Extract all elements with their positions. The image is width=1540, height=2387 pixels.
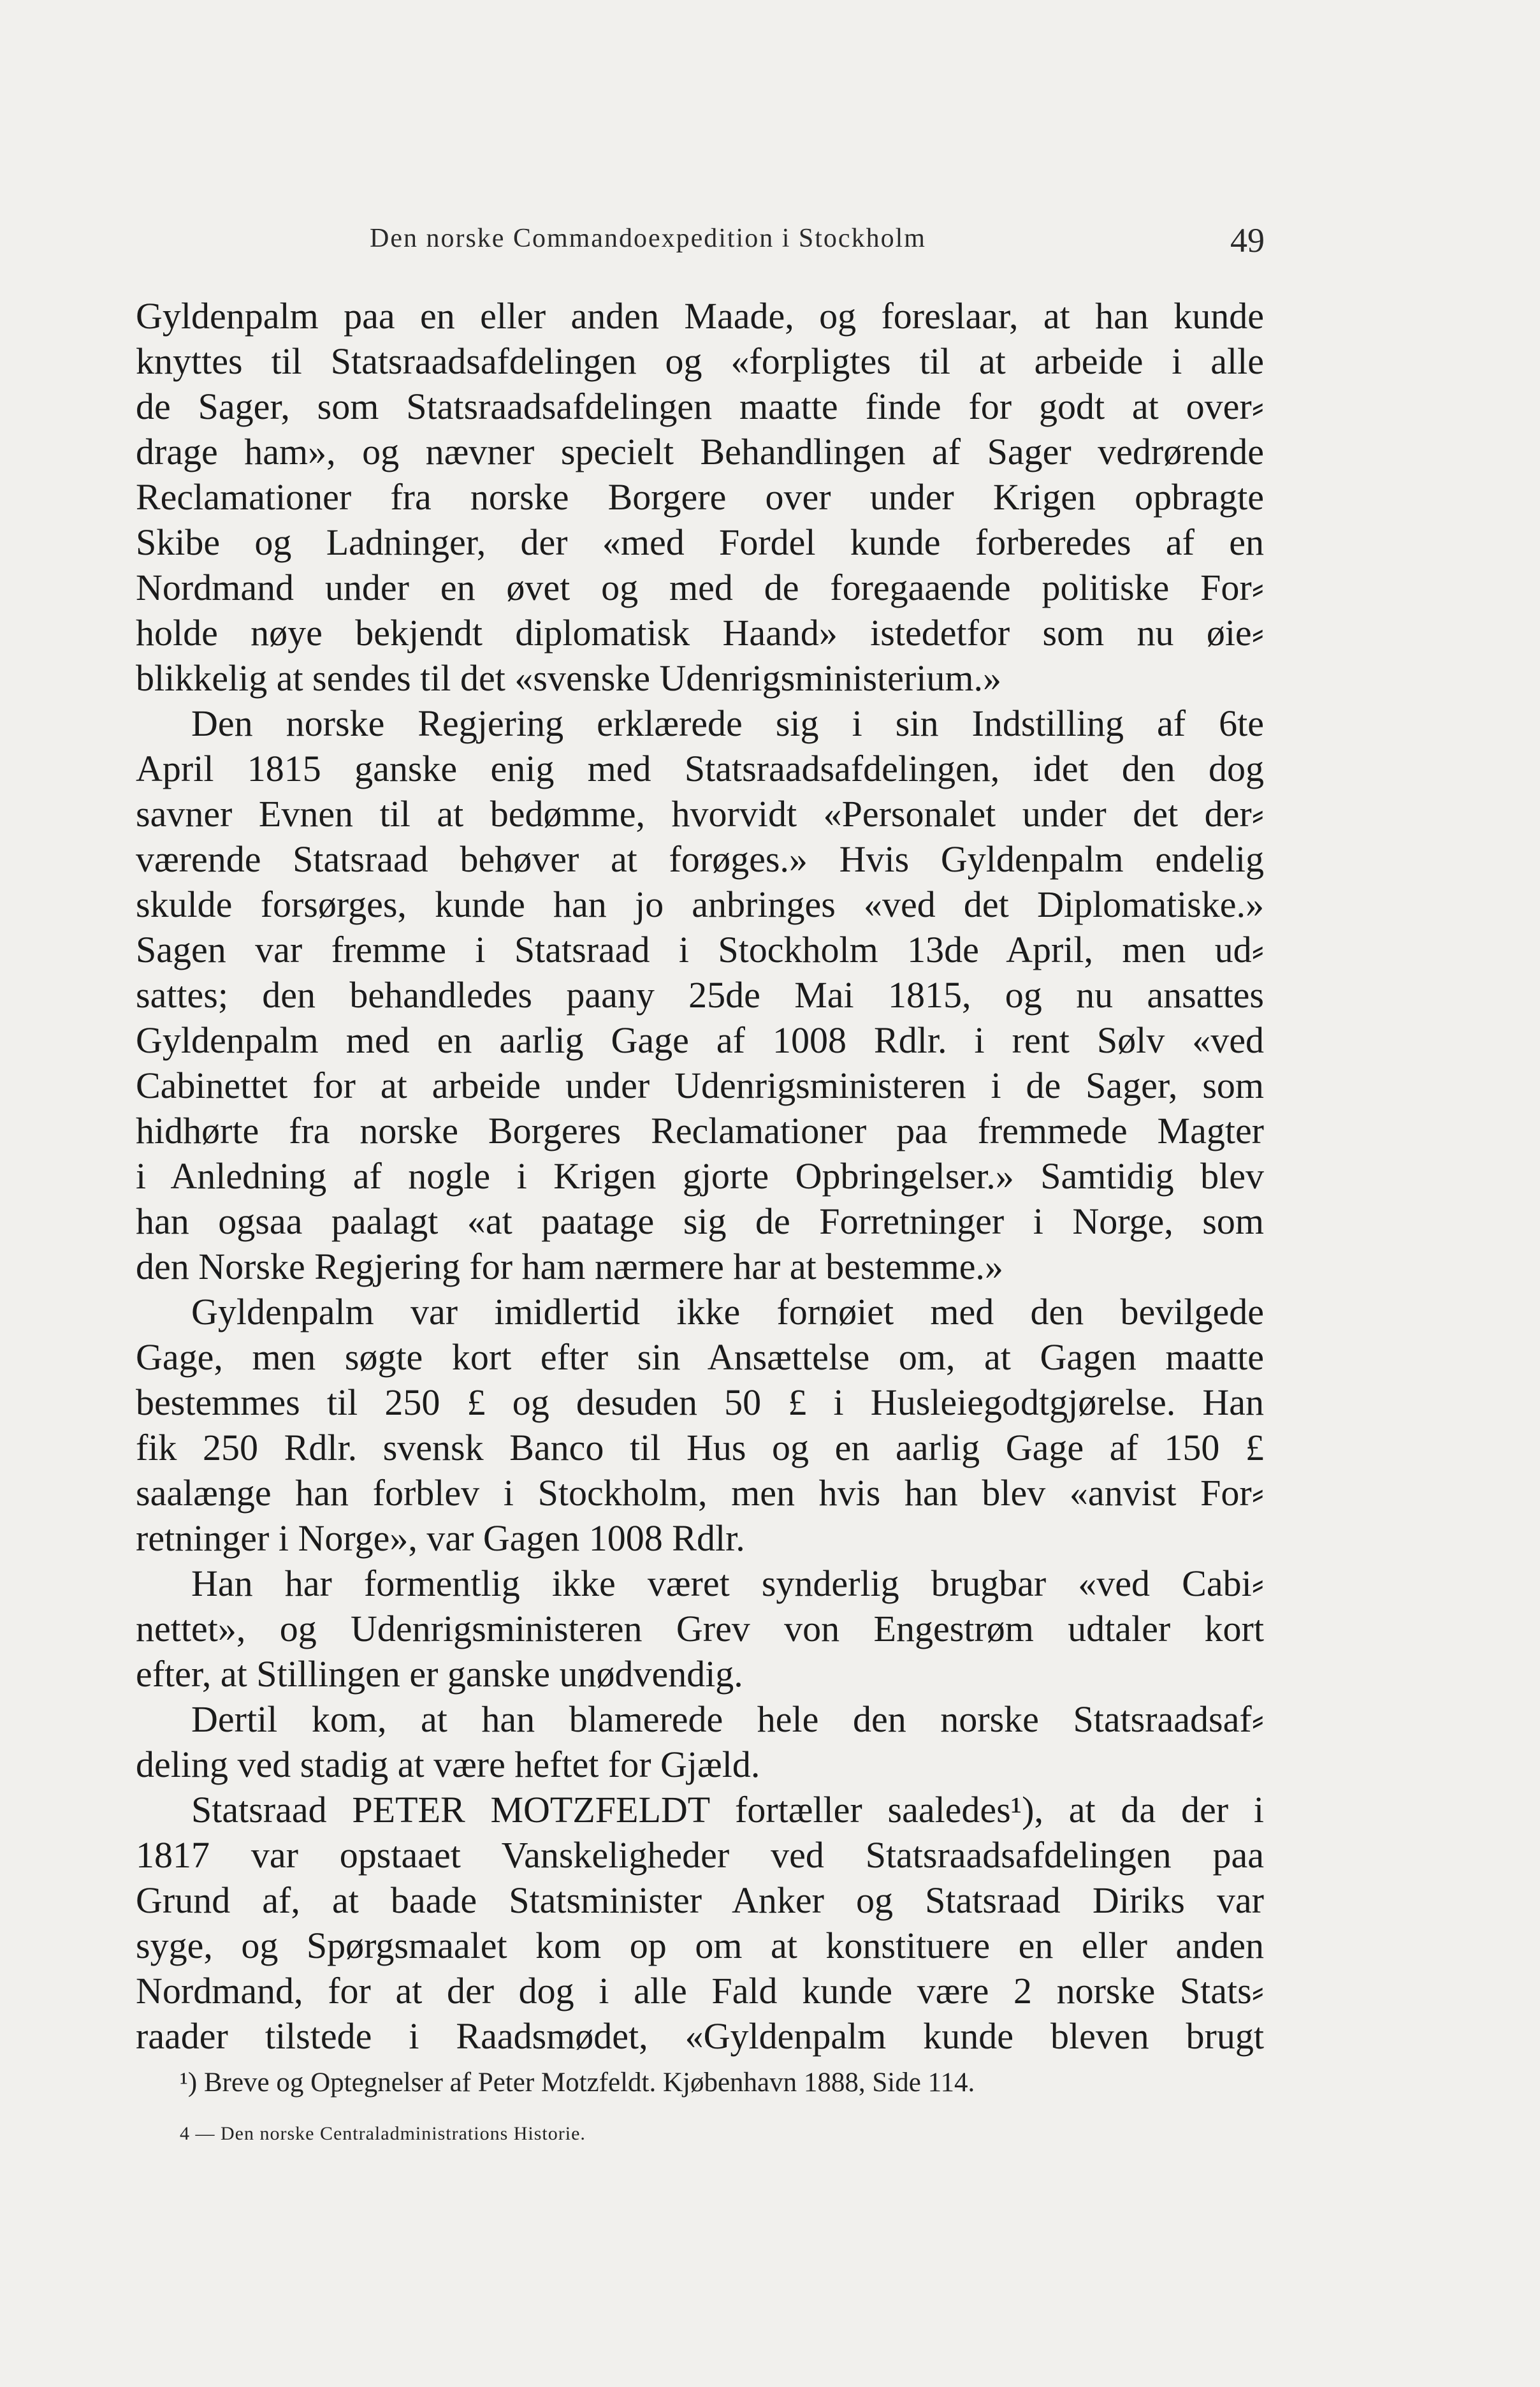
text-line: Nordmand, for at der dog i alle Fald kunde være 2 norske Stats⸗: [136, 1970, 1264, 2011]
text-line: sattes; den behandledes paany 25de Mai 1815, og nu ansattes: [136, 974, 1264, 1016]
body-text: [136, 293, 1264, 2059]
footnote: ¹) Breve og Optegnelser af Peter Motzfeldt. Kjøbenhavn 1888, Side 114.: [180, 2068, 975, 2098]
paragraph: [136, 1697, 1264, 1787]
text-line: Sagen var fremme i Statsraad i Stockholm 13de April, men ud⸗: [136, 929, 1264, 970]
text-line: hidhørte fra norske Borgeres Reclamationer paa fremmede Magter: [136, 1110, 1264, 1151]
text-line: nettet», og Udenrigsministeren Grev von Engestrøm udtaler kort: [136, 1608, 1264, 1649]
paragraph: [136, 1787, 1264, 2059]
text-line: blikkelig at sendes til det «svenske Udenrigsministerium.»: [136, 657, 1001, 699]
paragraph: [136, 701, 1264, 1289]
text-line: Cabinettet for at arbeide under Udenrigsministeren i de Sager, som: [136, 1065, 1264, 1106]
text-line: holde nøye bekjendt diplomatisk Haand» istedetfor som nu øie⸗: [136, 612, 1264, 653]
text-line: de Sager, som Statsraadsafdelingen maatte finde for godt at over⸗: [136, 386, 1264, 427]
text-line: efter, at Stillingen er ganske unødvendig.: [136, 1653, 743, 1695]
text-line: Skibe og Ladninger, der «med Fordel kunde forberedes af en: [136, 522, 1264, 563]
paragraph: [136, 293, 1264, 701]
text-line: Han har formentlig ikke været synderlig brugbar «ved Cabi⸗: [191, 1563, 1264, 1604]
text-line: 1817 var opstaaet Vanskeligheder ved Statsraadsafdelingen paa: [136, 1834, 1264, 1876]
text-line: savner Evnen til at bedømme, hvorvidt «Personalet under det der⸗: [136, 793, 1264, 835]
text-line: Nordmand under en øvet og med de foregaaende politiske For⸗: [136, 567, 1264, 608]
text-line: raader tilstede i Raadsmødet, «Gyldenpalm kunde bleven brugt: [136, 2015, 1264, 2057]
text-line: Gyldenpalm paa en eller anden Maade, og foreslaar, at han kunde: [136, 295, 1264, 337]
text-line: April 1815 ganske enig med Statsraadsafdelingen, idet den dog: [136, 748, 1264, 789]
text-line: Gyldenpalm var imidlertid ikke fornøiet med den bevilgede: [191, 1291, 1264, 1332]
signature-line: 4 — Den norske Centraladministrations Historie.: [180, 2123, 586, 2144]
text-line: han ogsaa paalagt «at paatage sig de Forretninger i Norge, som: [136, 1201, 1264, 1242]
text-line: syge, og Spørgsmaalet kom op om at konstituere en eller anden: [136, 1925, 1264, 1966]
text-line: drage ham», og nævner specielt Behandlingen af Sager vedrørende: [136, 431, 1264, 472]
text-line: deling ved stadig at være heftet for Gjæld.: [136, 1744, 760, 1785]
text-line: Den norske Regjering erklærede sig i sin Indstilling af 6te: [191, 703, 1264, 744]
page-number: 49: [1230, 221, 1265, 259]
text-line: fik 250 Rdlr. svensk Banco til Hus og en aarlig Gage af 150 £: [136, 1427, 1264, 1468]
text-line: Statsraad PETER MOTZFELDT fortæller saaledes¹), at da der i: [191, 1789, 1264, 1830]
text-line: skulde forsørges, kunde han jo anbringes «ved det Diplomatiske.»: [136, 884, 1264, 925]
text-line: knyttes til Statsraadsafdelingen og «forpligtes til at arbeide i alle: [136, 340, 1264, 382]
text-line: Dertil kom, at han blamerede hele den norske Statsraadsaf⸗: [191, 1698, 1264, 1740]
text-line: i Anledning af nogle i Krigen gjorte Opbringelser.» Samtidig blev: [136, 1155, 1264, 1197]
text-line: bestemmes til 250 £ og desuden 50 £ i Husleiegodtgjørelse. Han: [136, 1382, 1264, 1423]
text-line: Grund af, at baade Statsminister Anker og Statsraad Diriks var: [136, 1880, 1264, 1921]
paragraph: [136, 1561, 1264, 1697]
text-line: saalænge han forblev i Stockholm, men hvis han blev «anvist For⸗: [136, 1472, 1264, 1514]
running-title: Den norske Commandoexpedition i Stockholm: [370, 224, 926, 253]
text-line: værende Statsraad behøver at forøges.» Hvis Gyldenpalm endelig: [136, 838, 1264, 880]
text-line: den Norske Regjering for ham nærmere har at bestemme.»: [136, 1246, 1003, 1287]
text-line: Gage, men søgte kort efter sin Ansættelse om, at Gagen maatte: [136, 1336, 1264, 1378]
text-line: Reclamationer fra norske Borgere over under Krigen opbragte: [136, 476, 1264, 518]
text-line: retninger i Norge», var Gagen 1008 Rdlr.: [136, 1517, 745, 1559]
paragraph: [136, 1289, 1264, 1561]
text-line: Gyldenpalm med en aarlig Gage af 1008 Rdlr. i rent Sølv «ved: [136, 1019, 1264, 1061]
